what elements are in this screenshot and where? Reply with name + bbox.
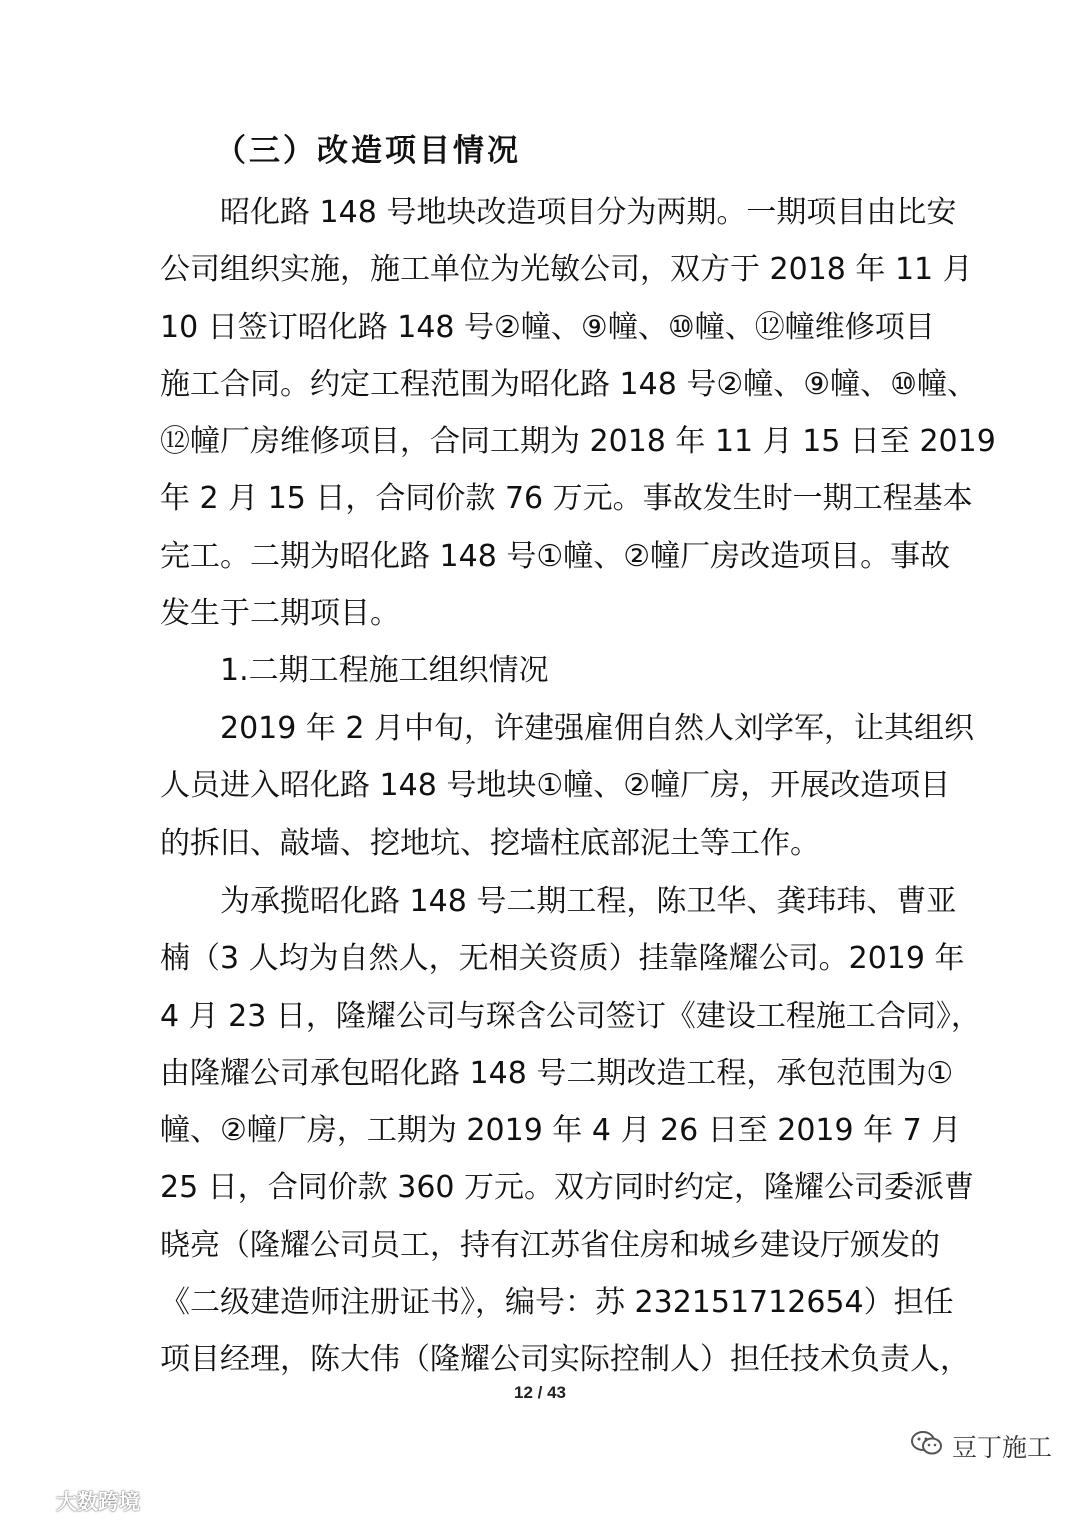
text-line: 10 日签订昭化路 148 号②幢、⑨幢、⑩幢、⑫幢维修项目 [160, 309, 935, 345]
paragraph [160, 873, 957, 930]
paragraph-project-overview [160, 184, 996, 642]
text-line: 年 2 月 15 日，合同价款 76 万元。事故发生时一期工程基本 [160, 481, 973, 517]
text-line: 的拆旧、敲墙、挖地坑、挖墙柱底部泥土等工作。 [160, 825, 820, 861]
text-line: ⑫幢厂房维修项目，合同工期为 2018 年 11 月 15 日至 2019 [160, 424, 996, 460]
text-line: 昭化路 148 号地块改造项目分为两期。一期项目由比安 [220, 195, 957, 230]
page-number: 12 / 43 [514, 1383, 566, 1402]
text-line: 项目经理，陈大伟（隆耀公司实际控制人）担任技术负责人， [160, 1342, 970, 1378]
text-line: 由隆耀公司承包昭化路 148 号二期改造工程，承包范围为① [160, 1055, 954, 1091]
text-line: 4 月 23 日，隆耀公司与琛含公司签订《建设工程施工合同》， [160, 998, 981, 1034]
text-line: 发生于二期项目。 [160, 596, 400, 632]
text-line: 施工合同。约定工程范围为昭化路 148 号②幢、⑨幢、⑩幢、 [160, 366, 978, 402]
text-line: 人员进入昭化路 148 号地块①幢、②幢厂房，开展改造项目 [160, 768, 951, 804]
section-heading: （三）改造项目情况 [215, 133, 521, 169]
text-line: 1.二期工程施工组织情况 [220, 653, 549, 688]
watermark-logo-icon [6, 1489, 50, 1513]
watermark-right-text: 豆丁施工 [951, 1433, 1052, 1462]
text-line: 为承揽昭化路 148 号二期工程，陈卫华、龚玮玮、曹亚 [220, 884, 957, 919]
text-line: 公司组织实施，施工单位为光敏公司，双方于 2018 年 11 月 [160, 252, 973, 288]
text-line: 2019 年 2 月中旬，许建强雇佣自然人刘学军，让其组织 [220, 711, 975, 746]
subsection-heading-block [160, 642, 925, 699]
text-line: 《二级建造师注册证书》，编号：苏 232151712654）担任 [160, 1285, 954, 1321]
text-line: 完工。二期为昭化路 148 号①幢、②幢厂房改造项目。事故 [160, 538, 951, 574]
paragraph-contract-details [160, 873, 981, 1389]
watermark-left-text: 大数跨境 [56, 1490, 140, 1514]
paragraph-demolition-work [160, 700, 975, 872]
text-line: 幢、②幢厂房，工期为 2019 年 4 月 26 日至 2019 年 7 月 [160, 1113, 962, 1149]
paragraph [160, 184, 957, 241]
wechat-icon [910, 1429, 944, 1463]
subsection-heading [160, 642, 925, 699]
text-line: 楠（3 人均为自然人，无相关资质）挂靠隆耀公司。2019 年 [160, 941, 965, 977]
paragraph [160, 700, 975, 757]
text-line: 25 日，合同价款 360 万元。双方同时约定，隆耀公司委派曹 [160, 1170, 975, 1206]
watermark-left [6, 1486, 140, 1516]
watermark-right [910, 1427, 1052, 1465]
text-line: 晓亮（隆耀公司员工，持有江苏省住房和城乡建设厅颁发的 [160, 1227, 940, 1263]
